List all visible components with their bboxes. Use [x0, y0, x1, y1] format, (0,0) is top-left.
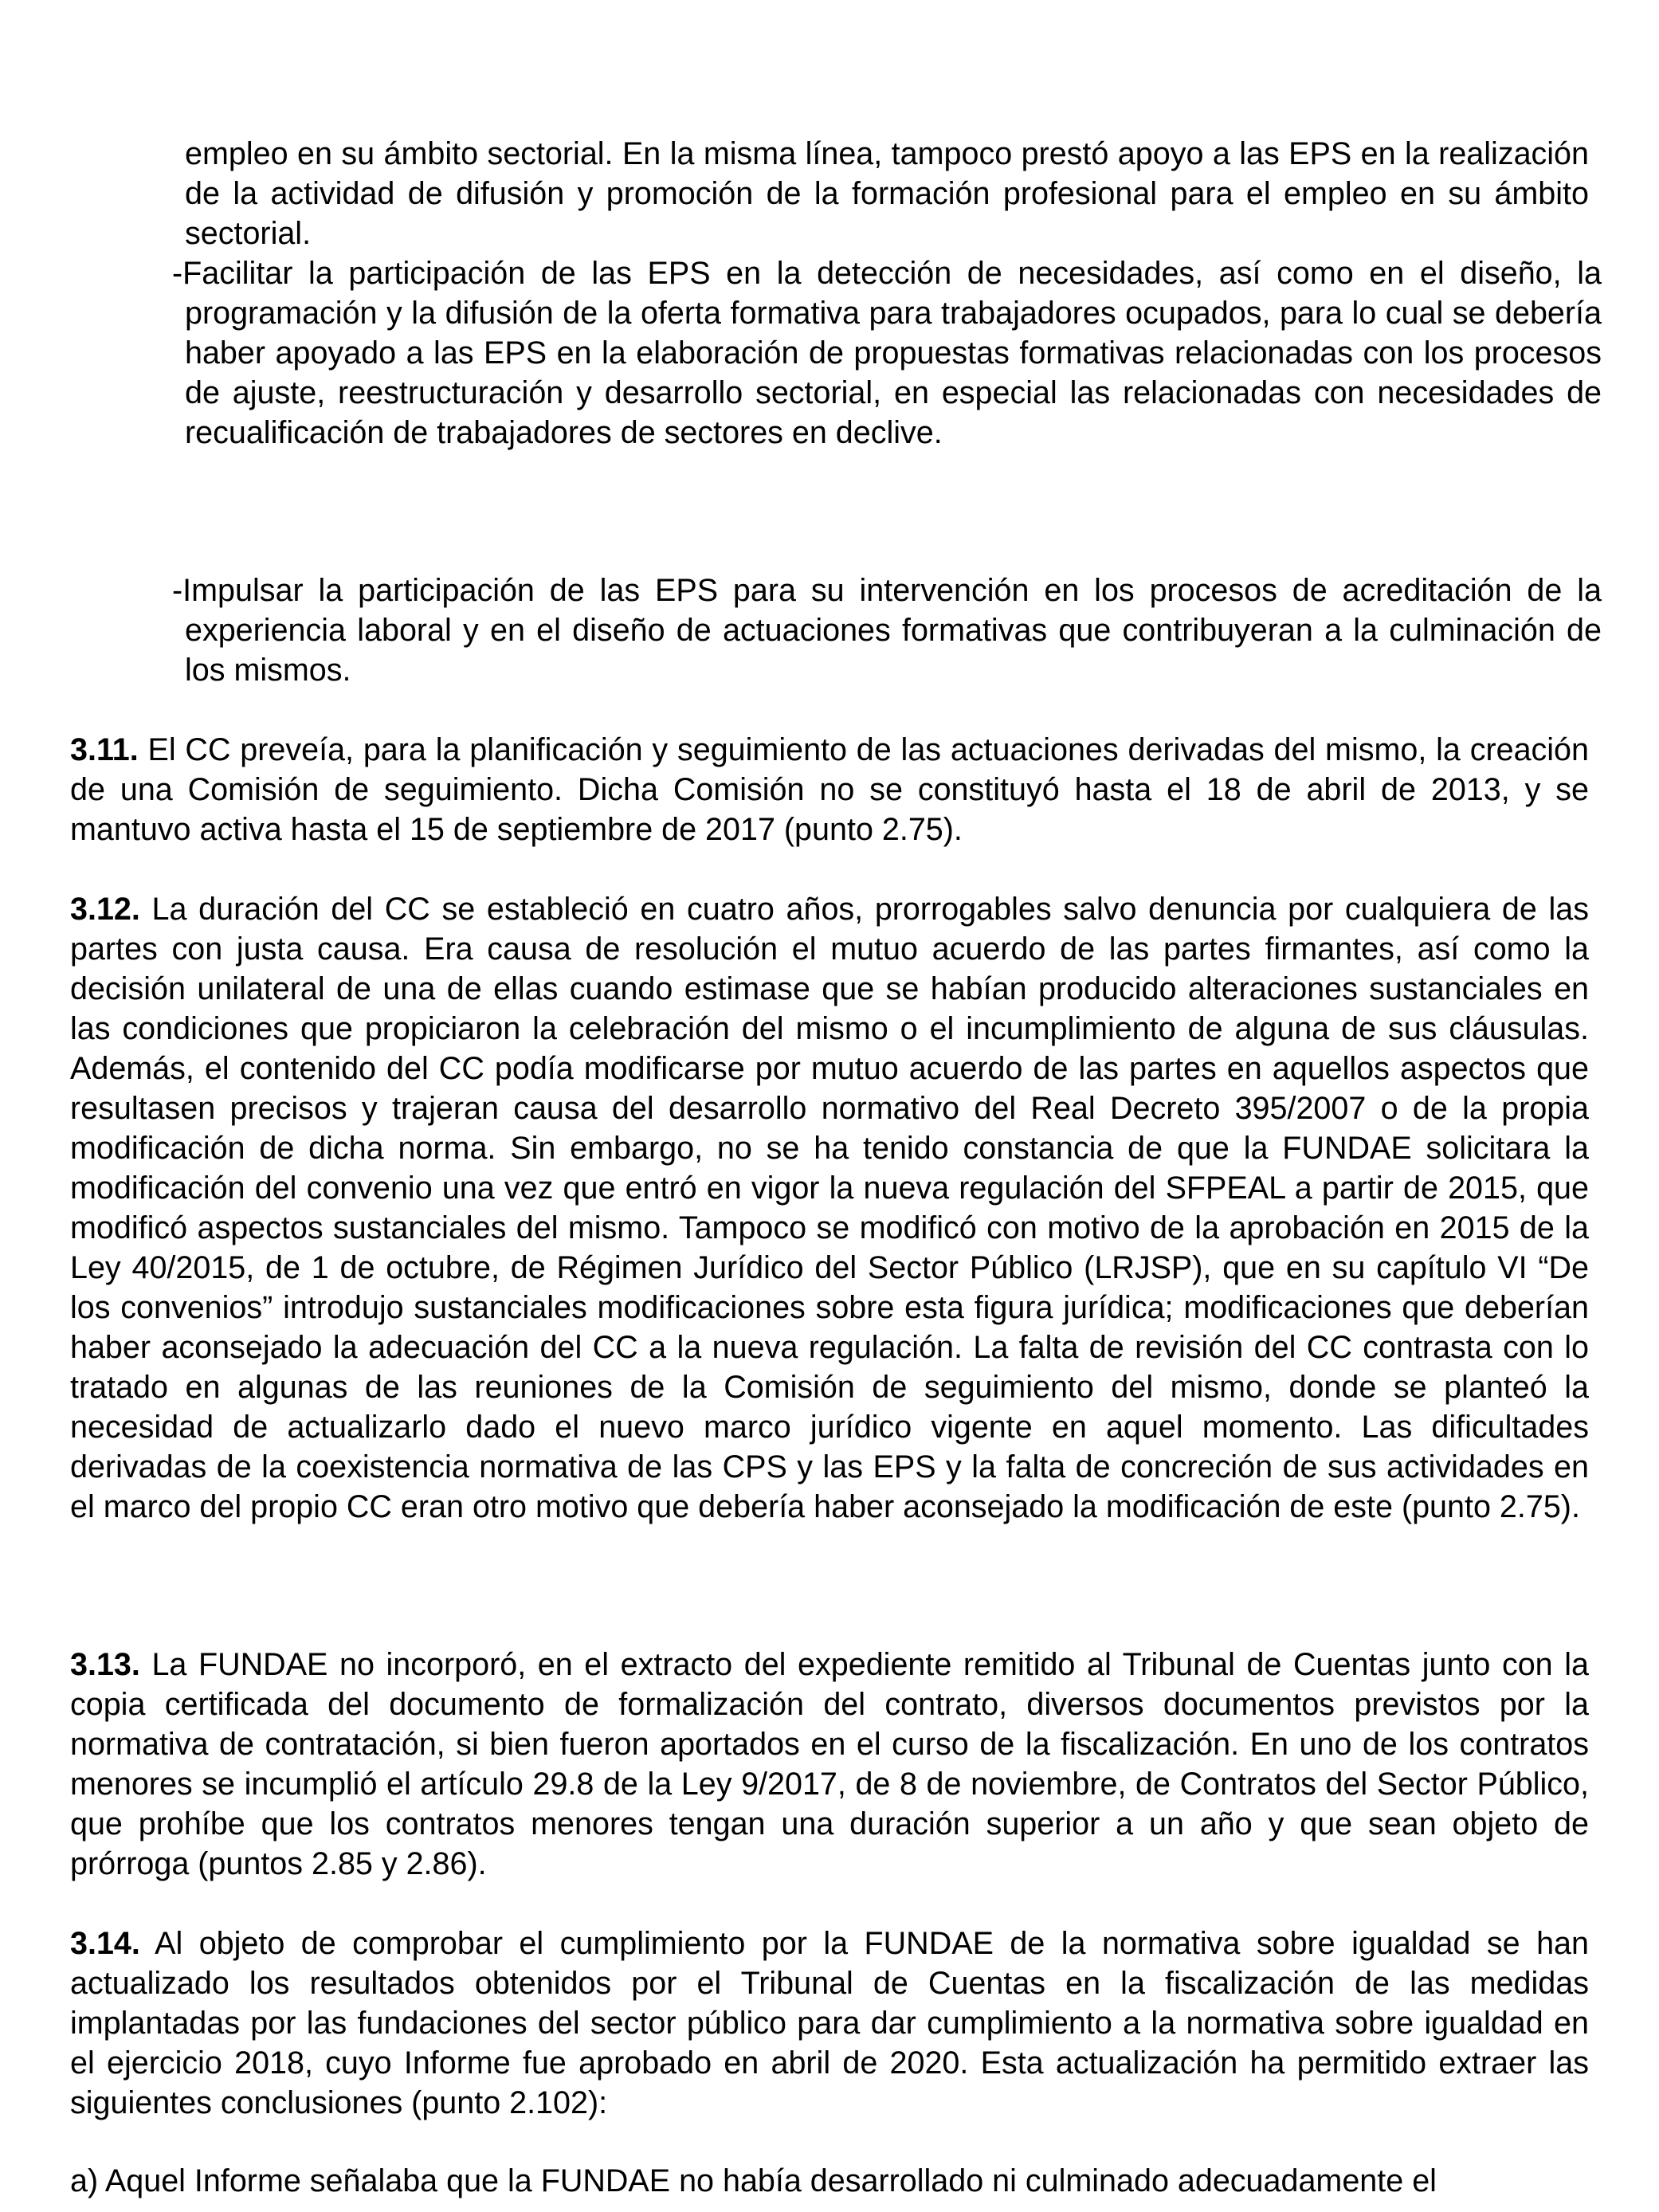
- paragraph-text: Al objeto de comprobar el cumplimiento por la FUNDAE de la normativa sobre igualdad se han actualizado los resultados obtenidos por el Tribunal de Cuentas en la fiscalización de las medidas implantadas por las fundaciones del sector público para dar cumplimiento a la normativa sobre igualdad en el ejercicio 2018, cuyo Informe fue aprobado en abril de 2020. Esta actualización ha permitido extraer las siguientes conclusiones (punto 2.102):: [70, 1926, 1589, 2120]
- bullet-item-impulsar: [172, 571, 1602, 690]
- bullet-dash: -: [172, 256, 183, 291]
- paragraph-number: 3.13.: [70, 1647, 140, 1682]
- paragraph-text: La FUNDAE no incorporó, en el extracto del expediente remitido al Tribunal de Cuentas junto con la copia certificada del documento de formalización del contrato, diversos documentos previstos por la normativa de contratación, si bien fueron aportados en el curso de la fiscalización. En uno de los contratos menores se incumplió el artículo 29.8 de la Ley 9/2017, de 8 de noviembre, de Contratos del Sector Público, que prohíbe que los contratos menores tengan una duración superior a un año y que sean objeto de prórroga (puntos 2.85 y 2.86).: [70, 1647, 1589, 1881]
- paragraph-3-11: [70, 730, 1589, 849]
- paragraph-3-12: [70, 889, 1589, 1527]
- paragraph-3-14: [70, 1924, 1589, 2123]
- paragraph-number: 3.11.: [70, 732, 139, 767]
- bullet-text: Facilitar la participación de las EPS en la detección de necesidades, así como en el diseño, la programación y la difusión de la oferta formativa para trabajadores ocupados, para lo cual se debería haber apoyado a las EPS en la elaboración de propuestas formativas relacionadas con los procesos de ajuste, reestructuración y desarrollo sectorial, en especial las relacionadas con necesidades de recualificación de trabajadores de sectores en declive.: [182, 256, 1602, 450]
- bullet-text: Impulsar la participación de las EPS para su intervención en los procesos de acreditación de la experiencia laboral y en el diseño de actuaciones formativas que contribuyeran a la culminación de los mismos.: [182, 573, 1602, 688]
- paragraph-text: La duración del CC se estableció en cuatro años, prorrogables salvo denuncia por cualquiera de las partes con justa causa. Era causa de resolución el mutuo acuerdo de las partes firmantes, así como la decisión unilateral de una de ellas cuando estimase que se habían producido alteraciones sustanciales en las condiciones que propiciaron la celebración del mismo o el incumplimiento de alguna de sus cláusulas. Además, el contenido del CC podía modificarse por mutuo acuerdo de las partes en aquellos aspectos que resultasen precisos y trajeran causa del desarrollo normativo del Real Decreto 395/2007 o de la propia modificación de dicha norma. Sin embargo, no se ha tenido constancia de que la FUNDAE solicitara la modificación del convenio una vez que entró en vigor la nueva regulación del SFPEAL a partir de 2015, que modificó aspectos sustanciales del mismo. Tampoco se modificó con motivo de la aprobación en 2015 de la Ley 40/2015, de 1 de octubre, de Régimen Jurídico del Sector Público (LRJSP), que en su capítulo VI “De los convenios” introdujo sustanciales modificaciones sobre esta figura jurídica; modificaciones que deberían haber aconsejado la adecuación del CC a la nueva regulación. La falta de revisión del CC contrasta con lo tratado en algunas de las reuniones de la Comisión de seguimiento del mismo, donde se planteó la necesidad de actualizarlo dado el nuevo marco jurídico vigente en aquel momento. Las dificultades derivadas de la coexistencia normativa de las CPS y las EPS y la falta de concreción de sus actividades en el marco del propio CC eran otro motivo que debería haber aconsejado la modificación de este (punto 2.75).: [70, 892, 1589, 1524]
- paragraph-3-13: [70, 1645, 1589, 1884]
- bullet-item-facilitar: [172, 253, 1602, 453]
- paragraph-number: 3.12.: [70, 892, 140, 927]
- bullet-dash: -: [172, 573, 183, 608]
- continuation-paragraph: empleo en su ámbito sectorial. En la misma línea, tampoco prestó apoyo a las EPS en la realización de la actividad de difusión y promoción de la formación profesional para el empleo en su ámbito sectorial.: [185, 136, 1589, 251]
- list-item-a: a) Aquel Informe señalaba que la FUNDAE no había desarrollado ni culminado adecuadamente el: [70, 2163, 1437, 2198]
- paragraph-text: El CC preveía, para la planificación y seguimiento de las actuaciones derivadas del mismo, la creación de una Comisión de seguimiento. Dicha Comisión no se constituyó hasta el 18 de abril de 2013, y se mantuvo activa hasta el 15 de septiembre de 2017 (punto 2.75).: [70, 732, 1589, 847]
- paragraph-number: 3.14.: [70, 1926, 140, 1961]
